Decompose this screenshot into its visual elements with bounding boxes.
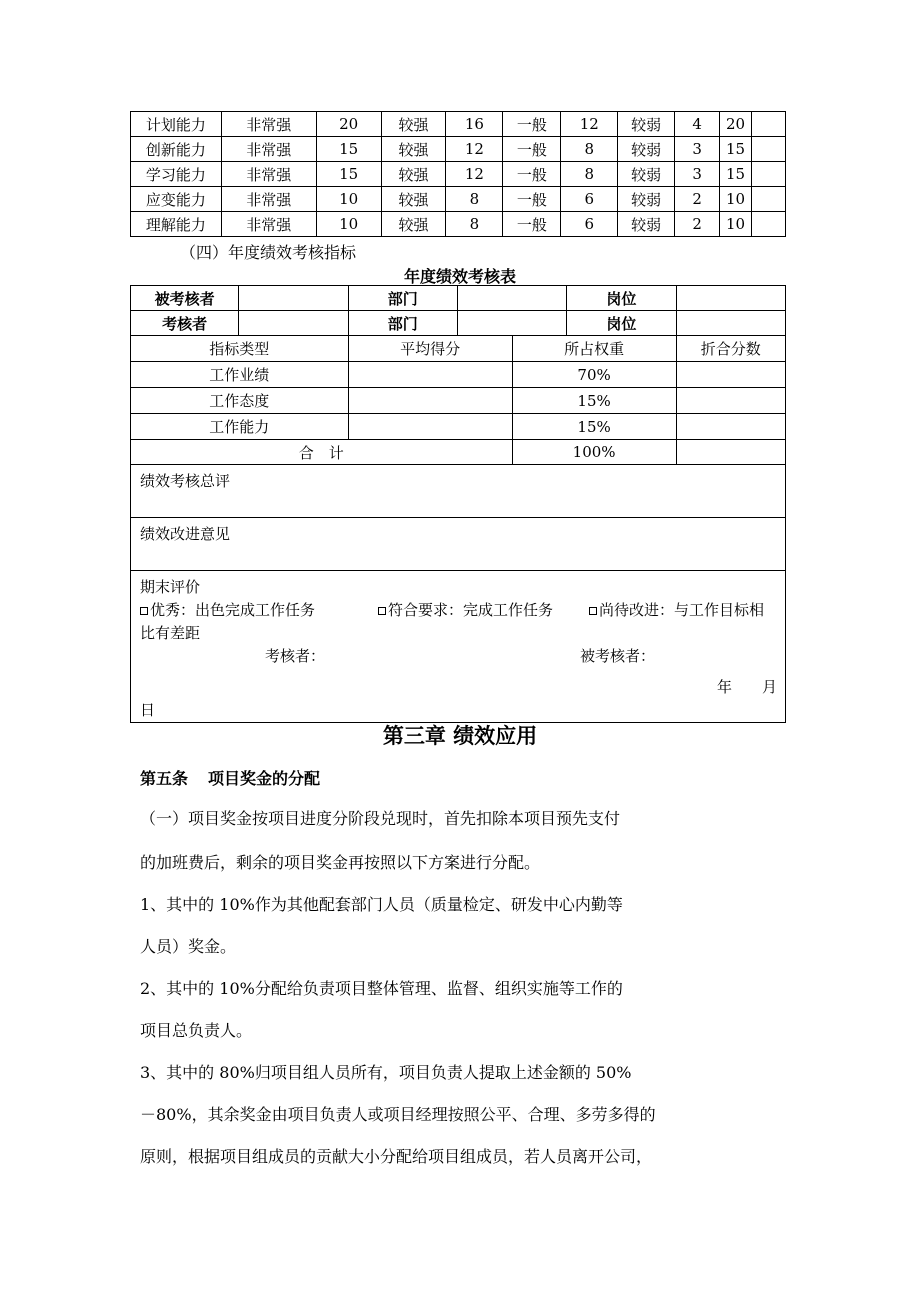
ability-row bbox=[131, 187, 786, 212]
ability-cell-s4: 4 bbox=[675, 112, 720, 137]
ability-score-table bbox=[130, 111, 786, 237]
converted-score-field[interactable] bbox=[676, 414, 785, 440]
col-header-type: 指标类型 bbox=[131, 336, 349, 362]
final-eval-options bbox=[140, 599, 777, 622]
paragraph-line: （一）项目奖金按项目进度分阶段兑现时，首先扣除本项目预先支付 bbox=[140, 809, 621, 828]
ability-score-field[interactable] bbox=[752, 187, 786, 212]
ability-cell-l2: 较强 bbox=[381, 137, 446, 162]
article-heading: 项目奖金的分配 bbox=[208, 769, 321, 788]
option-improve[interactable]: 尚待改进：与工作目标相 bbox=[589, 599, 764, 622]
ability-cell-name: 学习能力 bbox=[131, 162, 222, 187]
col-header-weight: 所占权重 bbox=[512, 336, 676, 362]
examinee-signature: 被考核者： bbox=[580, 647, 656, 665]
ability-cell-l2: 较强 bbox=[381, 212, 446, 237]
paragraph-line: 项目总负责人。 bbox=[140, 1021, 253, 1040]
ability-cell-l4: 较弱 bbox=[618, 212, 675, 237]
ability-cell-l3: 一般 bbox=[503, 137, 561, 162]
ability-cell-l2: 较强 bbox=[381, 162, 446, 187]
annual-appraisal-form bbox=[130, 285, 786, 723]
ability-cell-s2: 12 bbox=[446, 137, 503, 162]
ability-cell-s2: 8 bbox=[446, 212, 503, 237]
ability-cell-s2: 16 bbox=[446, 112, 503, 137]
post-label: 岗位 bbox=[567, 286, 676, 311]
indicator-row bbox=[131, 388, 786, 414]
table-title: 年度绩效考核表 bbox=[403, 267, 516, 286]
ability-cell-s2: 12 bbox=[446, 162, 503, 187]
paragraph-line: 人员）奖金。 bbox=[140, 937, 237, 956]
ability-cell-s3: 8 bbox=[561, 137, 618, 162]
ability-cell-s3: 6 bbox=[561, 187, 618, 212]
overall-comment-label: 绩效考核总评 bbox=[140, 472, 231, 490]
section-heading: （四）年度绩效考核指标 bbox=[180, 243, 357, 262]
paragraph-line: 的加班费后，剩余的项目奖金再按照以下方案进行分配。 bbox=[140, 853, 541, 872]
converted-score-field[interactable] bbox=[676, 388, 785, 414]
ability-cell-s1: 15 bbox=[316, 137, 381, 162]
ability-cell-max: 10 bbox=[720, 212, 752, 237]
final-eval-row bbox=[131, 571, 786, 723]
improvement-row bbox=[131, 518, 786, 571]
checkbox-icon[interactable] bbox=[140, 607, 148, 615]
date-year-month: 年 月 bbox=[716, 678, 777, 696]
examinee-field[interactable] bbox=[239, 286, 348, 311]
final-eval-cell bbox=[131, 571, 786, 723]
chapter-title: 第三章 绩效应用 bbox=[382, 723, 538, 748]
ability-cell-max: 10 bbox=[720, 187, 752, 212]
ability-table-body bbox=[131, 112, 786, 237]
overall-comment-field[interactable] bbox=[131, 465, 786, 518]
improvement-field[interactable] bbox=[131, 518, 786, 571]
ability-cell-l4: 较弱 bbox=[618, 187, 675, 212]
overall-comment-row bbox=[131, 465, 786, 518]
total-row bbox=[131, 440, 786, 465]
ability-cell-l4: 较弱 bbox=[618, 162, 675, 187]
dept-label: 部门 bbox=[348, 286, 457, 311]
ability-cell-s1: 10 bbox=[316, 212, 381, 237]
ability-cell-s2: 8 bbox=[446, 187, 503, 212]
total-weight: 100% bbox=[512, 440, 676, 465]
checkbox-icon[interactable] bbox=[378, 607, 386, 615]
total-label: 合 计 bbox=[131, 440, 513, 465]
ability-cell-l1: 非常强 bbox=[221, 212, 316, 237]
examinee-label: 被考核者 bbox=[131, 286, 239, 311]
indicator-row bbox=[131, 414, 786, 440]
ability-score-field[interactable] bbox=[752, 212, 786, 237]
ability-cell-l4: 较弱 bbox=[618, 112, 675, 137]
ability-cell-l1: 非常强 bbox=[221, 112, 316, 137]
converted-score-field[interactable] bbox=[676, 362, 785, 388]
examiner-post-field[interactable] bbox=[676, 311, 785, 336]
ability-cell-s4: 2 bbox=[675, 212, 720, 237]
option-improve-continued: 比有差距 bbox=[140, 624, 201, 642]
indicator-weight: 15% bbox=[512, 388, 676, 414]
ability-row bbox=[131, 212, 786, 237]
improvement-label: 绩效改进意见 bbox=[140, 525, 231, 543]
article-title bbox=[140, 766, 320, 789]
date-day: 日 bbox=[140, 701, 156, 719]
post-label: 岗位 bbox=[567, 311, 676, 336]
ability-score-field[interactable] bbox=[752, 112, 786, 137]
ability-cell-l1: 非常强 bbox=[221, 137, 316, 162]
dept-label: 部门 bbox=[348, 311, 457, 336]
ability-cell-s1: 10 bbox=[316, 187, 381, 212]
ability-cell-l1: 非常强 bbox=[221, 162, 316, 187]
ability-cell-s1: 15 bbox=[316, 162, 381, 187]
ability-cell-max: 20 bbox=[720, 112, 752, 137]
paragraph-line: 1、其中的 10%作为其他配套部门人员（质量检定、研发中心内勤等 bbox=[140, 895, 623, 914]
examiner-field[interactable] bbox=[239, 311, 348, 336]
ability-cell-l3: 一般 bbox=[503, 212, 561, 237]
ability-cell-max: 15 bbox=[720, 137, 752, 162]
ability-cell-l4: 较弱 bbox=[618, 137, 675, 162]
ability-score-field[interactable] bbox=[752, 162, 786, 187]
ability-cell-name: 理解能力 bbox=[131, 212, 222, 237]
indicator-weight: 70% bbox=[512, 362, 676, 388]
option-excellent[interactable]: 优秀：出色完成工作任务 bbox=[140, 599, 378, 622]
column-header-row bbox=[131, 336, 786, 362]
examinee-row bbox=[131, 286, 786, 311]
examiner-dept-field[interactable] bbox=[457, 311, 566, 336]
ability-row bbox=[131, 137, 786, 162]
avg-score-field[interactable] bbox=[348, 414, 512, 440]
indicator-type: 工作能力 bbox=[131, 414, 349, 440]
option-meets[interactable]: 符合要求：完成工作任务 bbox=[378, 599, 589, 622]
ability-cell-s4: 3 bbox=[675, 137, 720, 162]
paragraph-line: －80%，其余奖金由项目负责人或项目经理按照公平、合理、多劳多得的 bbox=[140, 1105, 656, 1124]
col-header-score: 折合分数 bbox=[676, 336, 785, 362]
ability-cell-s3: 6 bbox=[561, 212, 618, 237]
paragraph-line: 2、其中的 10%分配给负责项目整体管理、监督、组织实施等工作的 bbox=[140, 979, 623, 998]
indicator-row bbox=[131, 362, 786, 388]
col-header-avg: 平均得分 bbox=[348, 336, 512, 362]
ability-cell-name: 创新能力 bbox=[131, 137, 222, 162]
examiner-row bbox=[131, 311, 786, 336]
ability-cell-l2: 较强 bbox=[381, 112, 446, 137]
checkbox-icon[interactable] bbox=[589, 607, 597, 615]
ability-cell-l3: 一般 bbox=[503, 162, 561, 187]
indicator-type: 工作业绩 bbox=[131, 362, 349, 388]
indicator-weight: 15% bbox=[512, 414, 676, 440]
signature-line bbox=[140, 645, 777, 668]
ability-cell-l3: 一般 bbox=[503, 112, 561, 137]
avg-score-field[interactable] bbox=[348, 362, 512, 388]
ability-cell-name: 计划能力 bbox=[131, 112, 222, 137]
ability-cell-name: 应变能力 bbox=[131, 187, 222, 212]
total-score-field[interactable] bbox=[676, 440, 785, 465]
examiner-signature: 考核者： bbox=[265, 647, 326, 665]
avg-score-field[interactable] bbox=[348, 388, 512, 414]
paragraph-line: 3、其中的 80%归项目组人员所有，项目负责人提取上述金额的 50% bbox=[140, 1063, 632, 1082]
ability-cell-s4: 3 bbox=[675, 162, 720, 187]
ability-cell-l1: 非常强 bbox=[221, 187, 316, 212]
examinee-dept-field[interactable] bbox=[457, 286, 566, 311]
ability-row bbox=[131, 162, 786, 187]
indicator-type: 工作态度 bbox=[131, 388, 349, 414]
ability-cell-s3: 8 bbox=[561, 162, 618, 187]
examiner-label: 考核者 bbox=[131, 311, 239, 336]
ability-score-field[interactable] bbox=[752, 137, 786, 162]
ability-cell-l2: 较强 bbox=[381, 187, 446, 212]
ability-row bbox=[131, 112, 786, 137]
ability-cell-max: 15 bbox=[720, 162, 752, 187]
ability-cell-s1: 20 bbox=[316, 112, 381, 137]
article-number: 第五条 bbox=[140, 769, 189, 788]
paragraph-line: 原则，根据项目组成员的贡献大小分配给项目组成员，若人员离开公司， bbox=[140, 1147, 653, 1166]
ability-cell-l3: 一般 bbox=[503, 187, 561, 212]
final-eval-label: 期末评价 bbox=[140, 578, 201, 596]
examinee-post-field[interactable] bbox=[676, 286, 785, 311]
ability-cell-s3: 12 bbox=[561, 112, 618, 137]
ability-cell-s4: 2 bbox=[675, 187, 720, 212]
